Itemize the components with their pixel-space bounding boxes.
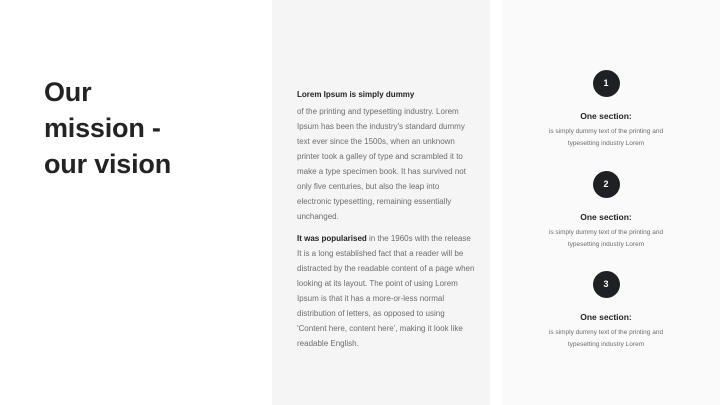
section-item-2 (540, 171, 672, 251)
section-title: One section: (580, 212, 632, 222)
left-column (0, 0, 272, 405)
section-item-3 (540, 271, 672, 351)
section-description: is simply dummy text of the printing and typesetting industry Lorem (548, 229, 664, 248)
column-divider (490, 0, 502, 405)
section-number-badge: 3 (593, 271, 620, 298)
body-heading: Lorem Ipsum is simply dummy (297, 90, 415, 99)
section-title: One section: (580, 312, 632, 322)
title-line-1: Our (44, 77, 92, 107)
section-description: is simply dummy text of the printing and typesetting industry Lorem (548, 128, 664, 147)
body-text-block (297, 87, 475, 358)
body-paragraph-2 (297, 231, 475, 351)
page-title (44, 74, 264, 182)
section-number-badge: 1 (593, 70, 620, 97)
body-paragraph-2-lead: It was popularised (297, 234, 367, 243)
section-description: is simply dummy text of the printing and typesetting industry Lorem (548, 329, 664, 348)
body-paragraph-2-rest: in the 1960s with the release It is a long established fact that a reader will be distracted by the readable content of a page when looking at its layout. The point of using Lorem Ipsum is that it has a more-or-less normal distribution of letters, as opposed to using 'Content here, content here', making it look like readable English. (297, 234, 475, 348)
body-paragraph-1: of the printing and typesetting industry. Lorem Ipsum has been the industry's standard dummy text ever since the 1500s, when an unknown printer took a galley of type and scrambled it to make a type specimen book. It has survived not only five centuries, but also the leap into electronic typesetting, remaining essentially unchanged. (297, 107, 466, 221)
section-title: One section: (580, 111, 632, 121)
title-line-2: mission - (44, 113, 161, 143)
section-number-badge: 2 (593, 171, 620, 198)
section-item-1 (540, 70, 672, 150)
title-line-3: our vision (44, 149, 172, 179)
